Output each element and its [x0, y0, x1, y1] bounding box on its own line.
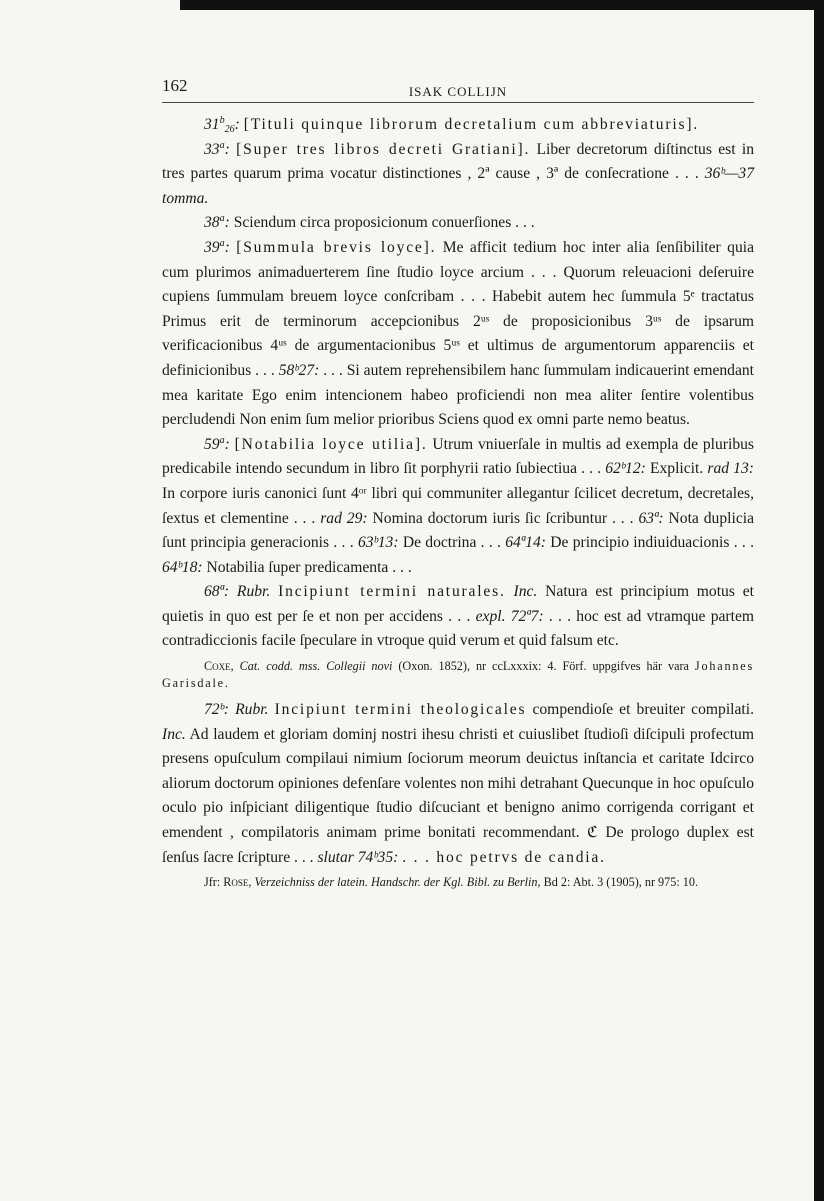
entry-33	[162, 138, 754, 212]
entry-heading: [Tituli quinque librorum decretalium cum abbreviaturis].	[243, 116, 700, 133]
running-head: ISAK COLLIJN	[408, 84, 508, 99]
entry-ref: 38$^a$:	[204, 213, 230, 232]
entry-ref: 68ª:	[204, 583, 230, 601]
entry-38	[162, 211, 754, 236]
entry-text: Liber decretorum diſtinctus est in tres partes quarum prima vocatur distinctiones , 2ª cause , 3ª de conſecratione . . .	[162, 140, 754, 183]
page-header	[162, 76, 754, 103]
explicit-ref: expl. 72ª7:	[475, 607, 544, 625]
entry-text: De principio indiuiduacionis . . .	[550, 534, 755, 552]
explicit-ref: slutar 74ᵇ35:	[317, 848, 399, 866]
note-author: Rose,	[223, 875, 252, 890]
entry-text: . . . Si autem reprehensibilem hanc ſummulam indicauerint emendant mea karitate Ego enim intencionem habeo proficiendi non mea aliter ſentire volentibus percludendi Non enim ſum melior prioribus Sciens quod ex omni parte nemo beatus.	[162, 361, 755, 429]
entry-text: . . . hoc est ad vtramque partem contradiccionis facile ſpeculare in vtroque quid verum et quid falsum etc.	[162, 607, 754, 650]
entry-ref: 62ᵇ12:	[605, 460, 646, 478]
entry-ref: 59$^a$:	[204, 434, 230, 453]
note-text: Bd 2: Abt. 3 (1905), nr 975: 10.	[543, 875, 698, 890]
scan-edge-top	[180, 0, 824, 10]
entry-ref: 63ᵇ13:	[357, 534, 399, 552]
entry-text: Notabilia ſuper predicamenta . . .	[206, 558, 412, 576]
entry-72	[162, 698, 754, 870]
entry-ref: 72ᵇ:	[204, 701, 229, 719]
entry-68	[162, 580, 754, 654]
note-title: Verzeichniss der latein. Handschr. der Kgl. Bibl. zu Berlin,	[254, 875, 541, 890]
entry-tail: 36ᵇ—37 tomma.	[162, 165, 754, 207]
entry-text: Natura est principium motus et quietis in quo est per ſe et non per accidens . . .	[162, 583, 754, 625]
footnote-coxe	[162, 658, 754, 692]
entry-31	[162, 113, 754, 138]
entry-text: In corpore iuris canonici ſunt 4ᵒʳ libri qui communiter allegantur ſcilicet decretum, decretales, ſextus et clementine . . .	[162, 484, 754, 527]
entry-text: De doctrina . . .	[402, 534, 501, 552]
incipit-label: Inc.	[513, 583, 538, 601]
entry-heading: Incipiunt termini theologicales	[274, 701, 527, 719]
entry-text: Nomina doctorum iuris ſic ſcribuntur . . .	[372, 509, 634, 527]
note-prefix: Jfr:	[204, 875, 221, 890]
entry-ref: rad 29:	[320, 509, 368, 527]
entry-heading: [Notabilia loyce utilia].	[234, 435, 428, 453]
note-author: Coxe,	[204, 659, 234, 674]
note-name: Johannes Garisdale.	[162, 659, 755, 691]
page-body	[162, 113, 754, 891]
page-number: 162	[162, 76, 188, 95]
entry-ref: 64ª14:	[505, 534, 546, 552]
entry-ref: 58ᵇ27:	[278, 361, 320, 379]
note-text: (Oxon. 1852), nr ccLxxxix: 4. Förf. uppgifves här vara	[398, 659, 689, 674]
entry-text: Nota duplicia ſunt principia generacionis . . .	[162, 509, 754, 552]
scan-edge-right	[814, 0, 824, 1201]
entry-ref: 64ᵇ18:	[162, 558, 203, 576]
entry-text: compendioſe et breuiter compilati.	[532, 701, 754, 719]
entry-text: Me afficit tedium hoc inter alia ſenſibiliter quia cum plurimos animaduerterem ſine ſtudio loyce arcium . . . Quorum releuacioni deſeruire cupiens ſummulam breuem loyce conſcribam . . . Habebit autem hec ſummula 5ᵉ tractatus Primus erit de terminorum accepcionibus 2ᵘˢ de proposicionibus 3ᵘˢ de ipsarum verificacionibus 4ᵘˢ de argumentacionibus 5ᵘˢ et ultimus de argumentorum apparenciis et definicionibus . . .	[162, 238, 754, 379]
note-title: Cat. codd. mss. Collegii novi	[239, 659, 393, 674]
entry-ref: 39$^a$:	[204, 237, 230, 256]
entry-ref: 33$^a$:	[204, 139, 230, 158]
footnote-rose	[162, 874, 754, 891]
entry-text: Utrum vniuerſale in multis ad exempla de pluribus predicabile intendo secundum in libro ſit porphyrii ratio ſubiectiua . . .	[162, 435, 754, 478]
entry-text: . . . hoc petrvs de candia.	[402, 848, 606, 866]
rubric-label: Rubr.	[236, 583, 271, 601]
entry-heading: [Summula brevis loyce].	[236, 238, 437, 256]
incipit-label: Inc.	[162, 725, 186, 743]
entry-59	[162, 433, 754, 581]
entry-39	[162, 236, 754, 433]
rubric-label: Rubr.	[235, 701, 269, 719]
book-page	[162, 76, 754, 897]
entry-ref: 63ª:	[638, 509, 664, 527]
entry-text: Explicit.	[649, 460, 704, 478]
entry-heading: Incipiunt termini naturales.	[278, 583, 506, 601]
entry-text: Ad laudem et gloriam dominj nostri ihesu christi et cuiuslibet ſtudioſi diſcipuli profectum presens opuſculum compilaui nimium ſociorum meorum deuictus inſtancia et caritate Idcirco aliorum doctorum opiniones defenſare volentes non mihi detrahant Quecunque in hoc opuſculo oculo pio inſpiciant diligentique ſtudio diſcuciant et benigno animo corrigenda corrigant et emendent , compilatoris animam prime bonitati recommendant. ℭ De prologo duplex est ſenſus ſacre ſcripture . . .	[162, 725, 754, 866]
entry-ref: rad 13:	[707, 460, 754, 478]
entry-text: Sciendum circa proposicionum conuerſiones . . .	[233, 214, 535, 232]
entry-ref: $31^b_{26}$:	[204, 114, 240, 135]
entry-heading: [Super tres libros decreti Gratiani].	[236, 140, 531, 158]
